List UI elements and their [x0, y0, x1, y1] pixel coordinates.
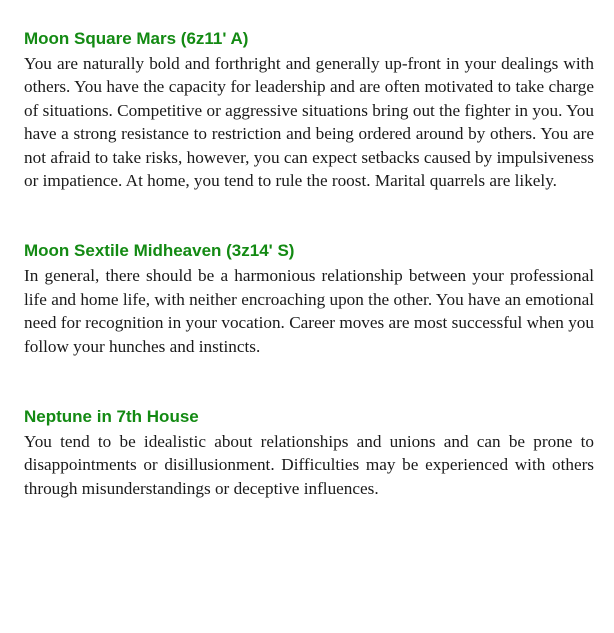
section-neptune-7th-house	[24, 406, 594, 500]
section-heading: Moon Square Mars (6z11' A)	[24, 29, 249, 48]
section-moon-square-mars	[24, 28, 594, 192]
section-paragraph: You are naturally bold and forthright and generally up-front in your dealings with others. You have the capacity for leadership and are often motivated to take charge of situations. Competitive or aggressive situations bring out the fighter in you. You have a strong resistance to restriction and being ordered around by others. You are not afraid to take risks, however, you can expect setbacks caused by impulsiveness or impatience. At home, you tend to rule the roost. Marital quarrels are likely.	[24, 54, 594, 191]
section-heading: Neptune in 7th House	[24, 407, 199, 427]
section-paragraph: You tend to be idealistic about relationships and unions and can be prone to disappointments or disillusionment. Difficulties may be experienced with others through misunderstandings or deceptive influences.	[24, 432, 594, 498]
document-page	[24, 28, 594, 500]
section-paragraph: In general, there should be a harmonious relationship between your professional life and home life, with neither encroaching upon the other. You have an emotional need for recognition in your vocation. Career moves are most successful when you follow your hunches and instincts.	[24, 266, 594, 356]
section-moon-sextile-midheaven	[24, 240, 594, 358]
section-heading: Moon Sextile Midheaven (3z14' S)	[24, 241, 295, 261]
